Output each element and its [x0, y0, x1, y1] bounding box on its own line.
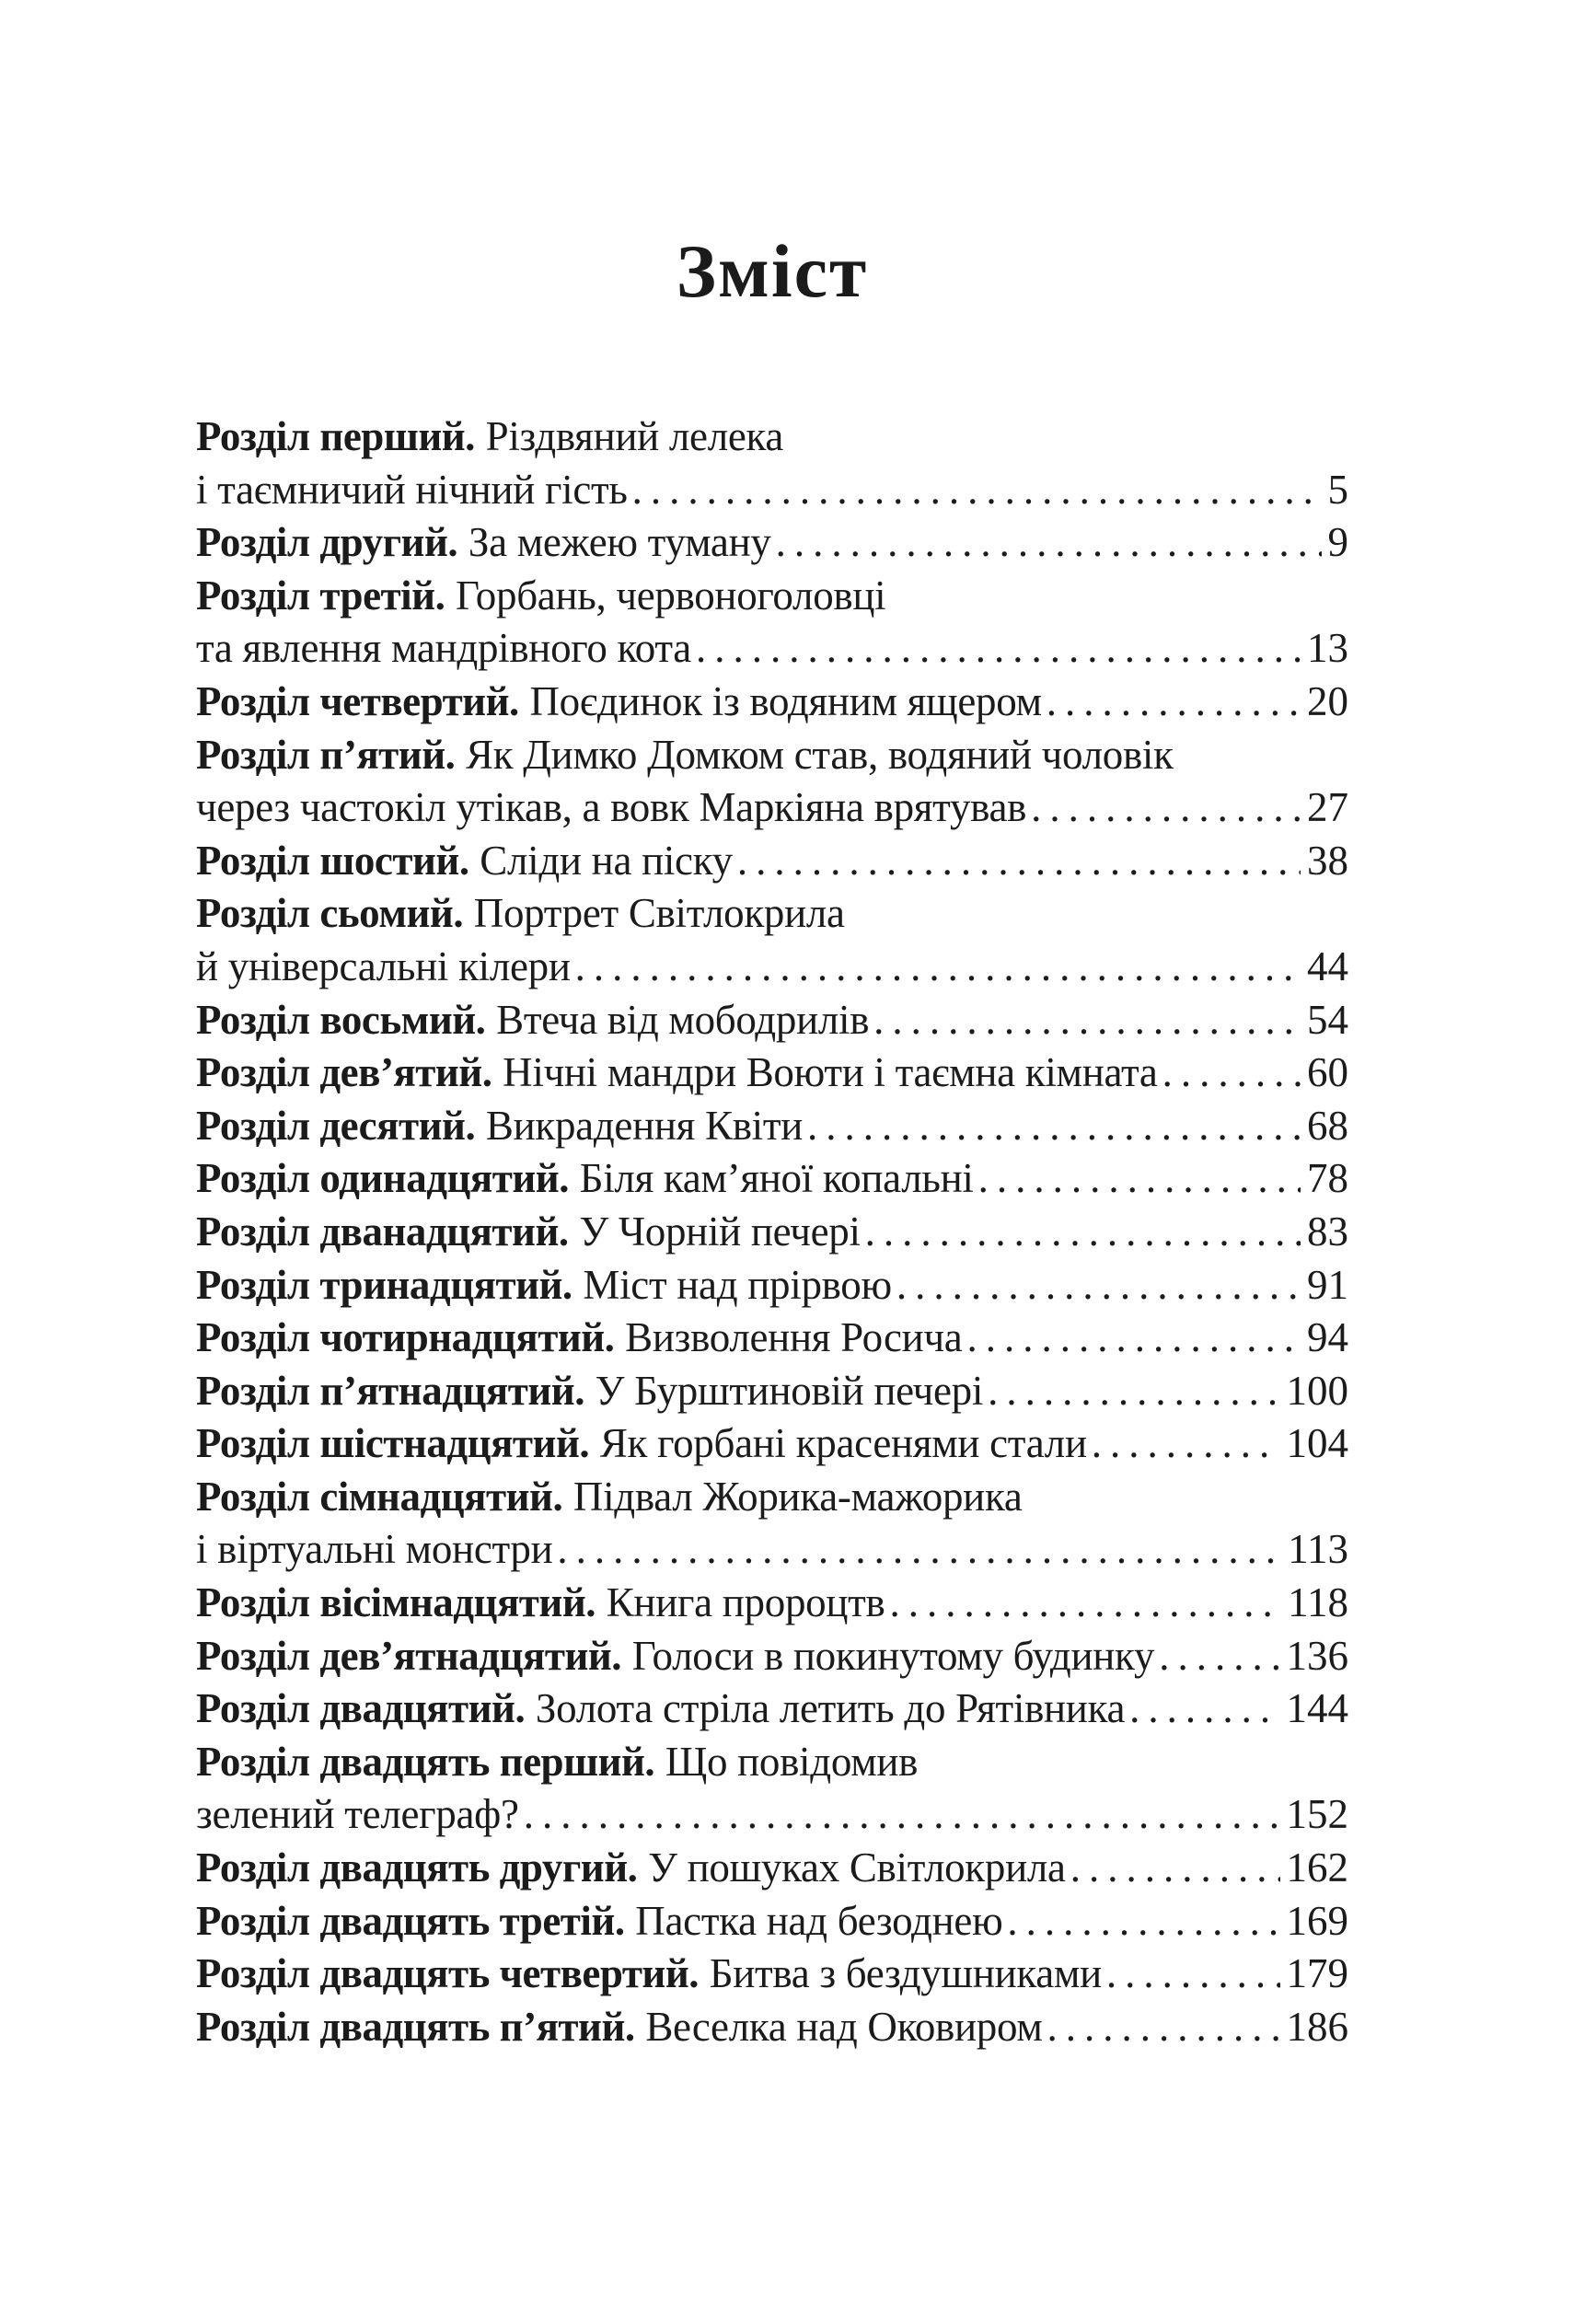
- chapter-label: Розділ сьомий.: [196, 890, 464, 937]
- dot-leader: [892, 1259, 1301, 1312]
- chapter-label: Розділ п’ятнадцятий.: [196, 1367, 584, 1414]
- chapter-title: Нічні мандри Воюти і таємна кімната: [503, 1049, 1158, 1096]
- toc-entry: [196, 1259, 1348, 1312]
- chapter-label: Розділ двадцять перший.: [196, 1738, 655, 1785]
- chapter-title: Міст над прірвою: [583, 1261, 892, 1308]
- page-number: 100: [1286, 1367, 1348, 1414]
- toc-entry: [196, 1417, 1348, 1471]
- chapter-title: Визволення Росича: [625, 1314, 963, 1361]
- dot-leader: [983, 1365, 1279, 1418]
- toc-entry-continuation: [196, 1523, 1348, 1577]
- chapter-title: Книга пророцтв: [606, 1579, 885, 1626]
- dot-leader: [962, 1312, 1301, 1365]
- chapter-title-line2: і таємничий нічний гість: [196, 466, 628, 513]
- chapter-label: Розділ четвертий.: [196, 677, 519, 724]
- chapter-label: Розділ восьмий.: [196, 996, 486, 1043]
- dot-leader: [1125, 1682, 1279, 1736]
- toc-entry: [196, 1736, 1348, 1789]
- dot-leader: [1026, 781, 1301, 835]
- page-number: 83: [1307, 1208, 1348, 1255]
- chapter-title: Як горбані красенями стали: [599, 1420, 1087, 1467]
- chapter-title: Поєдинок із водяним ящером: [529, 677, 1042, 724]
- chapter-title: Як Димко Домком став, водяний чоловік: [466, 731, 1174, 778]
- chapter-label: Розділ другий.: [196, 519, 458, 566]
- dot-leader: [571, 941, 1301, 994]
- chapter-label: Розділ десятий.: [196, 1102, 476, 1149]
- dot-leader: [869, 994, 1301, 1047]
- toc-entry: [196, 1100, 1348, 1153]
- dot-leader: [1154, 1630, 1279, 1683]
- toc-entry-continuation: [196, 1788, 1348, 1842]
- page-number: 169: [1286, 1897, 1348, 1944]
- chapter-title: Що повідомив: [665, 1738, 919, 1785]
- toc-entry: [196, 1312, 1348, 1365]
- page-number: 5: [1327, 466, 1348, 513]
- toc-entry: [196, 570, 1348, 623]
- dot-leader: [1002, 1895, 1279, 1948]
- chapter-title: Підвал Жорика-мажорика: [572, 1473, 1023, 1520]
- dot-leader: [733, 835, 1301, 888]
- chapter-label: Розділ третій.: [196, 572, 445, 619]
- page-number: 13: [1307, 625, 1348, 672]
- page-number: 104: [1286, 1420, 1348, 1467]
- toc-entry: [196, 835, 1348, 888]
- page-number: 179: [1286, 1950, 1348, 1997]
- dot-leader: [803, 1100, 1301, 1153]
- page-number: 136: [1286, 1632, 1348, 1679]
- chapter-label: Розділ дев’ятий.: [196, 1049, 492, 1096]
- toc-entry: [196, 1206, 1348, 1259]
- chapter-title-line2: і віртуальні монстри: [196, 1526, 553, 1573]
- page-number: 78: [1307, 1155, 1348, 1202]
- chapter-label: Розділ дванадцятий.: [196, 1208, 569, 1255]
- toc-entry-continuation: [196, 622, 1348, 676]
- page-number: 144: [1286, 1685, 1348, 1732]
- chapter-label: Розділ двадцятий.: [196, 1685, 526, 1732]
- toc-entry: [196, 1152, 1348, 1206]
- chapter-label: Розділ двадцять третій.: [196, 1897, 625, 1944]
- chapter-label: Розділ двадцять другий.: [196, 1844, 638, 1891]
- dot-leader: [974, 1152, 1301, 1206]
- chapter-title: Сліди на піску: [480, 837, 733, 884]
- page-number: 54: [1307, 996, 1348, 1043]
- page-number: 94: [1307, 1314, 1348, 1361]
- chapter-label: Розділ перший.: [196, 413, 475, 459]
- chapter-title: Горбань, червоноголовці: [456, 572, 886, 619]
- chapter-title: У Бурштиновій печері: [595, 1367, 984, 1414]
- toc-entry: [196, 1842, 1348, 1895]
- chapter-label: Розділ чотирнадцятий.: [196, 1314, 615, 1361]
- page-number: 60: [1307, 1049, 1348, 1096]
- chapter-title-line2: та явлення мандрівного кота: [196, 625, 691, 672]
- page-number: 27: [1307, 784, 1348, 831]
- chapter-title: Втеча від мободрилів: [496, 996, 870, 1043]
- chapter-label: Розділ двадцять п’ятий.: [196, 2003, 635, 2050]
- page-number: 44: [1307, 942, 1348, 989]
- toc-entry: [196, 1365, 1348, 1418]
- toc-entry: [196, 410, 1348, 464]
- chapter-label: Розділ шостий.: [196, 837, 469, 884]
- dot-leader: [1042, 676, 1301, 729]
- chapter-label: Розділ тринадцятий.: [196, 1261, 572, 1308]
- dot-leader: [628, 464, 1322, 517]
- dot-leader: [1066, 1842, 1280, 1895]
- page-number: 9: [1327, 519, 1348, 566]
- dot-leader: [1158, 1046, 1301, 1100]
- dot-leader: [1102, 1948, 1280, 2001]
- chapter-title-line2: зелений телеграф?: [196, 1791, 519, 1838]
- page-number: 68: [1307, 1102, 1348, 1149]
- toc-entry: [196, 1682, 1348, 1736]
- page-number: 91: [1307, 1261, 1348, 1308]
- chapter-title-line2: й універсальні кілери: [196, 942, 571, 989]
- dot-leader: [691, 622, 1301, 676]
- chapter-title: Битва з бездушниками: [709, 1950, 1102, 1997]
- toc-entry: [196, 1577, 1348, 1630]
- page-number: 162: [1286, 1844, 1348, 1891]
- chapter-title: Різдвяний лелека: [485, 413, 784, 459]
- toc-entry: [196, 1471, 1348, 1524]
- dot-leader: [552, 1523, 1281, 1577]
- page-number: 152: [1286, 1791, 1348, 1838]
- page-number: 186: [1286, 2003, 1348, 2050]
- toc-list: [196, 410, 1348, 2053]
- toc-entry: [196, 676, 1348, 729]
- page-title: Зміст: [676, 229, 869, 313]
- page-number: 38: [1307, 837, 1348, 884]
- chapter-title: Веселка над Оковиром: [645, 2003, 1043, 2050]
- dot-leader: [1043, 2001, 1280, 2054]
- toc-entry: [196, 1948, 1348, 2001]
- chapter-title: Викрадення Квіти: [485, 1102, 804, 1149]
- dot-leader: [771, 516, 1322, 570]
- chapter-title: Золота стріла летить до Рятівника: [535, 1685, 1126, 1732]
- chapter-label: Розділ вісімнадцятий.: [196, 1579, 596, 1626]
- dot-leader: [519, 1788, 1280, 1842]
- toc-entry-continuation: [196, 464, 1348, 517]
- toc-entry: [196, 1046, 1348, 1100]
- toc-entry: [196, 1895, 1348, 1948]
- chapter-title: За межею туману: [468, 519, 771, 566]
- chapter-title: Пастка над безоднею: [635, 1897, 1003, 1944]
- toc-entry: [196, 1630, 1348, 1683]
- toc-entry-continuation: [196, 781, 1348, 835]
- chapter-title: Портрет Світлокрила: [473, 890, 845, 937]
- chapter-label: Розділ дев’ятнадцятий.: [196, 1632, 622, 1679]
- chapter-title: Голоси в покинутому будинку: [631, 1632, 1155, 1679]
- toc-entry: [196, 729, 1348, 782]
- toc-entry: [196, 887, 1348, 941]
- page-number: 113: [1288, 1526, 1348, 1573]
- chapter-label: Розділ одинадцятий.: [196, 1155, 569, 1202]
- chapter-label: Розділ п’ятий.: [196, 731, 456, 778]
- chapter-title: У пошуках Світлокрила: [648, 1844, 1066, 1891]
- chapter-label: Розділ двадцять четвертий.: [196, 1950, 700, 1997]
- chapter-title: Біля кам’яної копальні: [579, 1155, 974, 1202]
- dot-leader: [1087, 1417, 1280, 1471]
- chapter-label: Розділ шістнадцятий.: [196, 1420, 590, 1467]
- page-number: 20: [1307, 677, 1348, 724]
- dot-leader: [861, 1206, 1301, 1259]
- chapter-title: У Чорній печері: [579, 1208, 861, 1255]
- page-number: 118: [1288, 1579, 1348, 1626]
- toc-entry: [196, 994, 1348, 1047]
- chapter-title-line2: через частокіл утікав, а вовк Маркіяна врятував: [196, 784, 1027, 831]
- chapter-label: Розділ сімнадцятий.: [196, 1473, 563, 1520]
- toc-entry-continuation: [196, 941, 1348, 994]
- toc-entry: [196, 2001, 1348, 2054]
- toc-entry: [196, 516, 1348, 570]
- dot-leader: [885, 1577, 1281, 1630]
